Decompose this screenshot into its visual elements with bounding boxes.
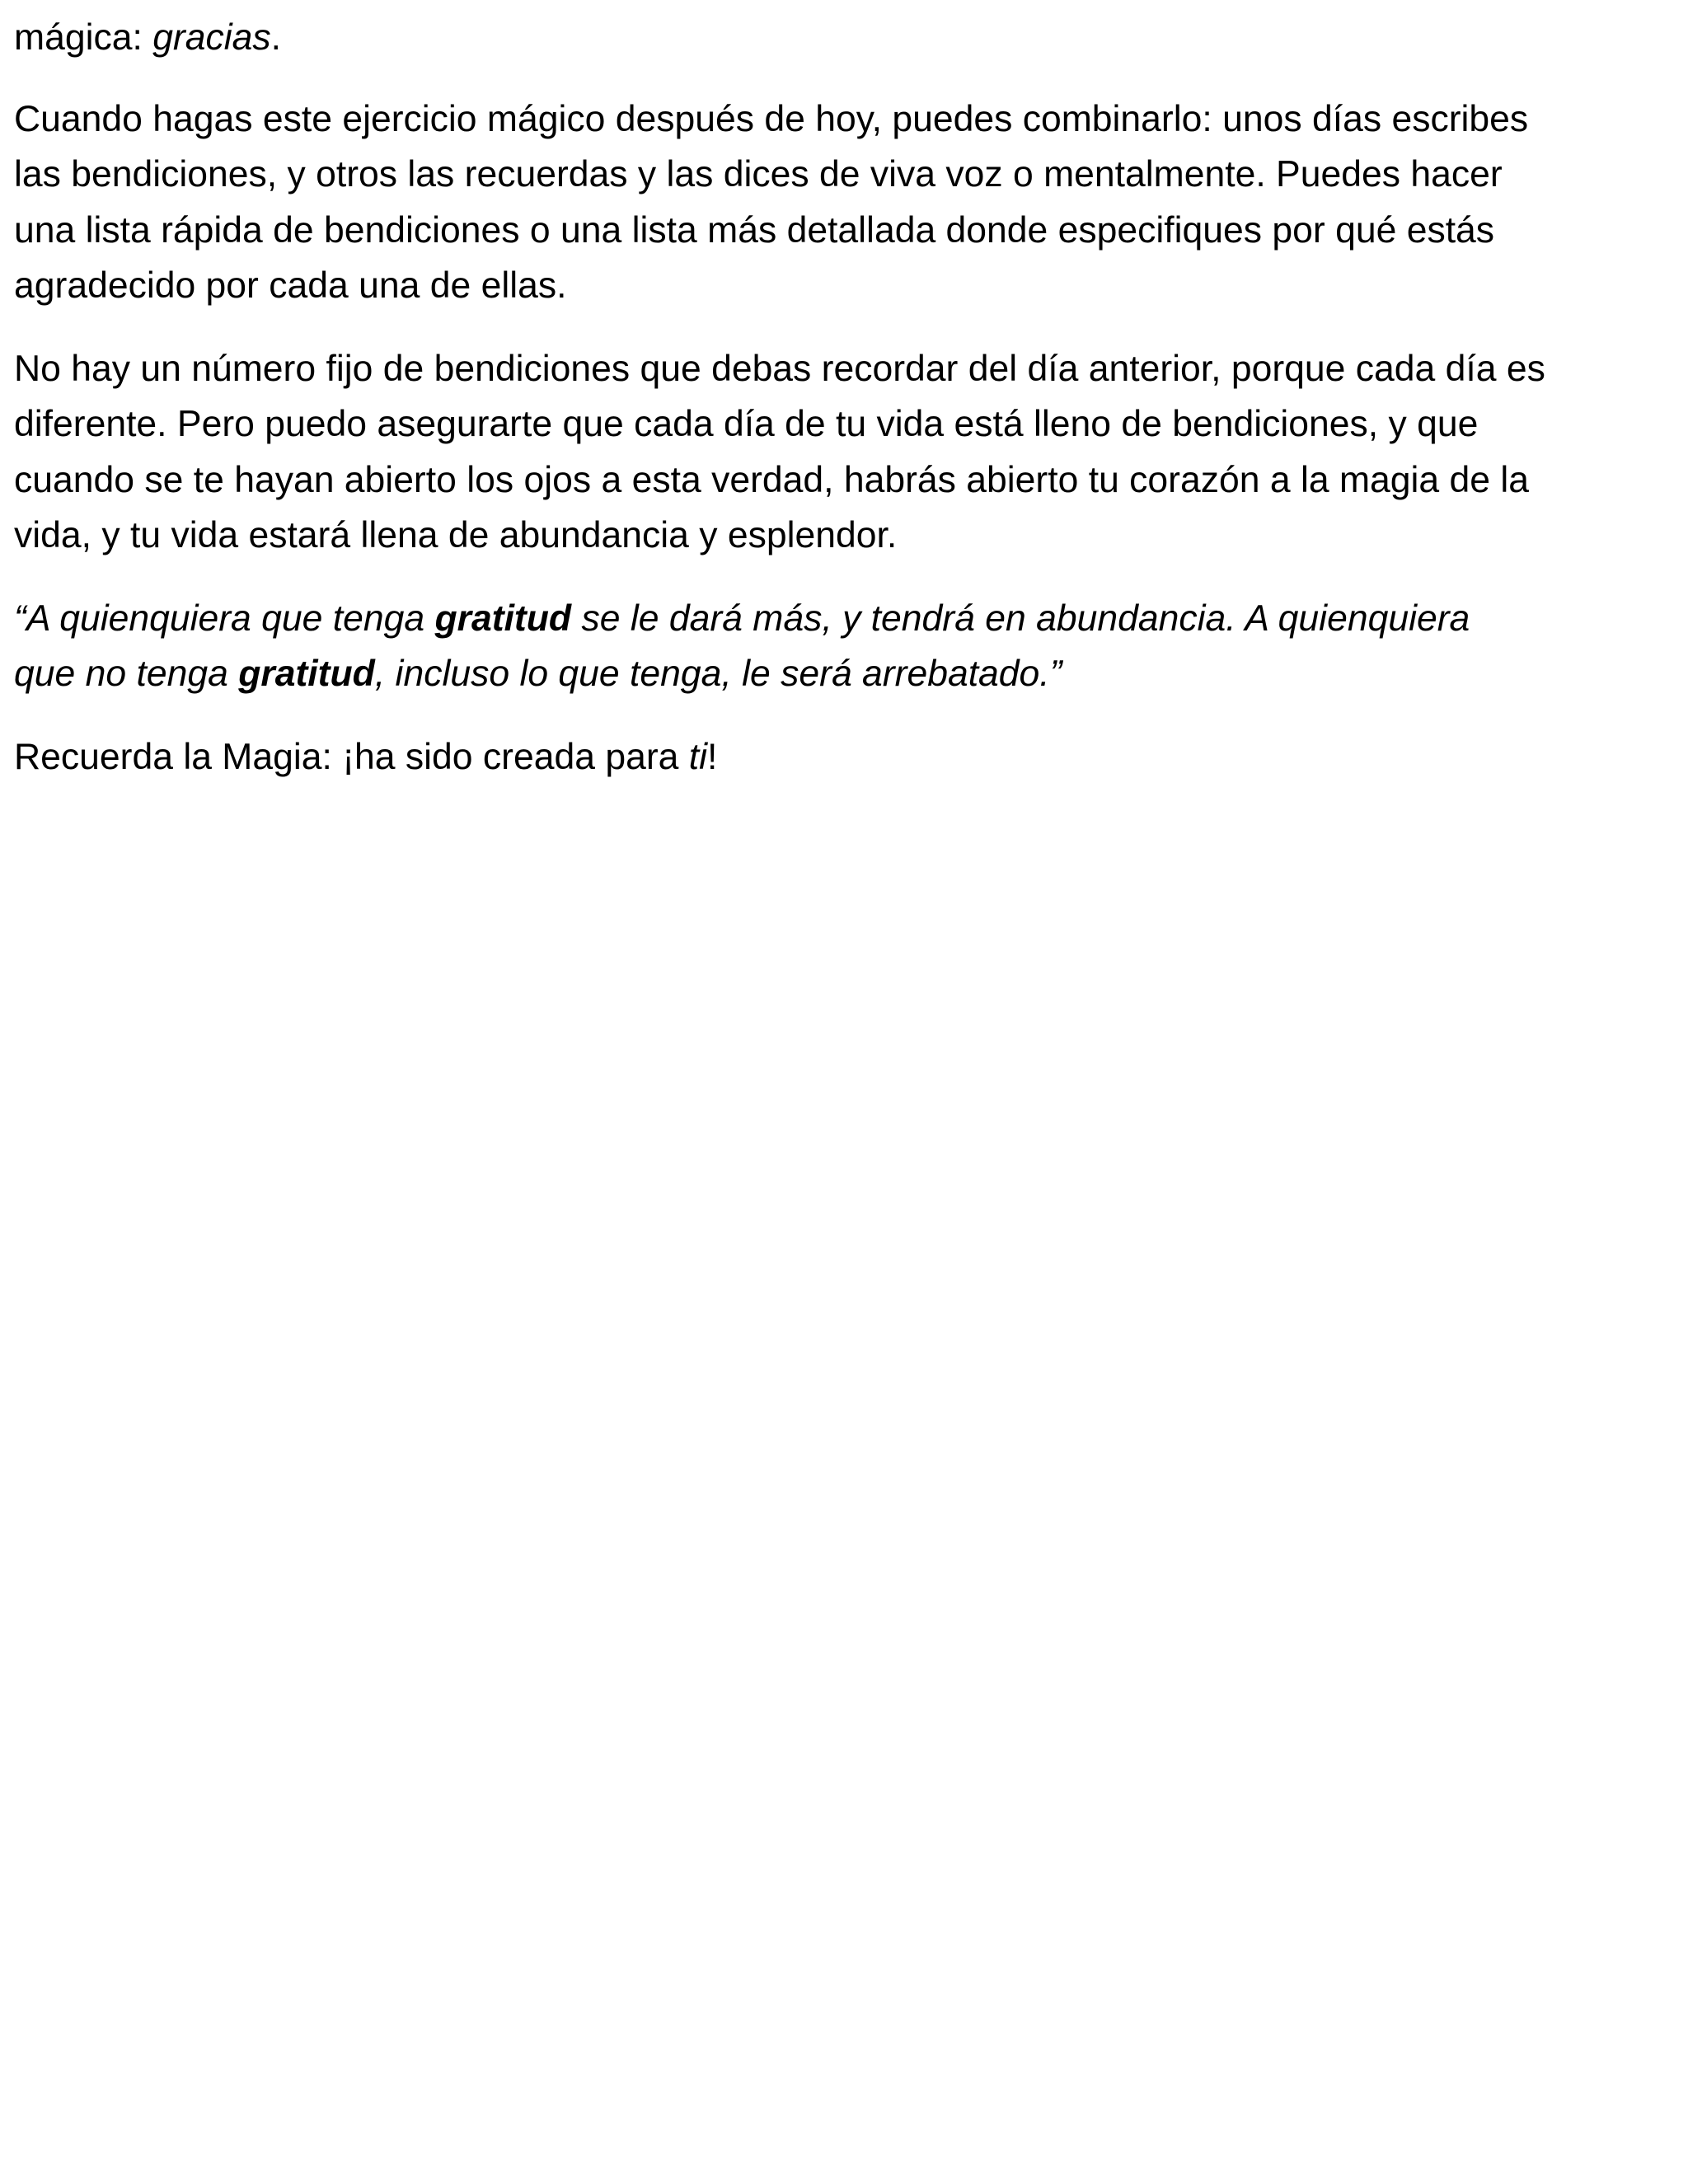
paragraph-exercise: [14, 91, 1662, 314]
italic-word: gracias: [152, 17, 271, 58]
paragraph-line: una lista rápida de bendiciones o una lista más detallada donde especifiques por qué estás: [14, 209, 1495, 251]
closing-paragraph: [14, 729, 1662, 785]
paragraph-line: agradecido por cada una de ellas.: [14, 265, 567, 306]
paragraph-line: cuando se te hayan abierto los ojos a esta verdad, habrás abierto tu corazón a la magia de la: [14, 459, 1530, 500]
italic-word: ti: [688, 736, 708, 777]
bold-word: gratitud: [238, 654, 375, 694]
quote-line: [14, 591, 1662, 647]
quote-paragraph: [14, 591, 1662, 702]
text-segment: !: [707, 736, 718, 777]
paragraph-line: Cuando hagas este ejercicio mágico después de hoy, puedes combinarlo: unos días escribes: [14, 98, 1529, 139]
quote-line: [14, 646, 1662, 702]
bold-word: gratitud: [434, 598, 572, 639]
paragraph-blessings: [14, 341, 1662, 564]
body-text: [14, 10, 1662, 812]
paragraph-line: No hay un número fijo de bendiciones que debas recordar del día anterior, porque cada día es: [14, 348, 1545, 389]
text-segment: “A quienquiera que tenga: [14, 598, 435, 639]
paragraph-line: [14, 10, 1662, 66]
text-segment: se le dará más, y tendrá en abundancia. A quienquiera: [571, 598, 1470, 639]
text-segment: , incluso lo que tenga, le será arrebatado.”: [374, 654, 1062, 694]
text-segment: .: [270, 17, 282, 58]
text-segment: mágica:: [14, 17, 153, 58]
paragraph-line: diferente. Pero puedo asegurarte que cada día de tu vida está lleno de bendiciones, y que: [14, 404, 1479, 444]
paragraph-gracias: [14, 10, 1662, 66]
text-segment: Recuerda la Magia: ¡ha sido creada para: [14, 736, 689, 777]
paragraph-line: las bendiciones, y otros las recuerdas y las dices de viva voz o mentalmente. Puedes hacer: [14, 154, 1503, 194]
paragraph-line: [14, 729, 1662, 785]
paragraph-line: vida, y tu vida estará llena de abundancia y esplendor.: [14, 515, 898, 555]
text-segment: que no tenga: [14, 654, 239, 694]
